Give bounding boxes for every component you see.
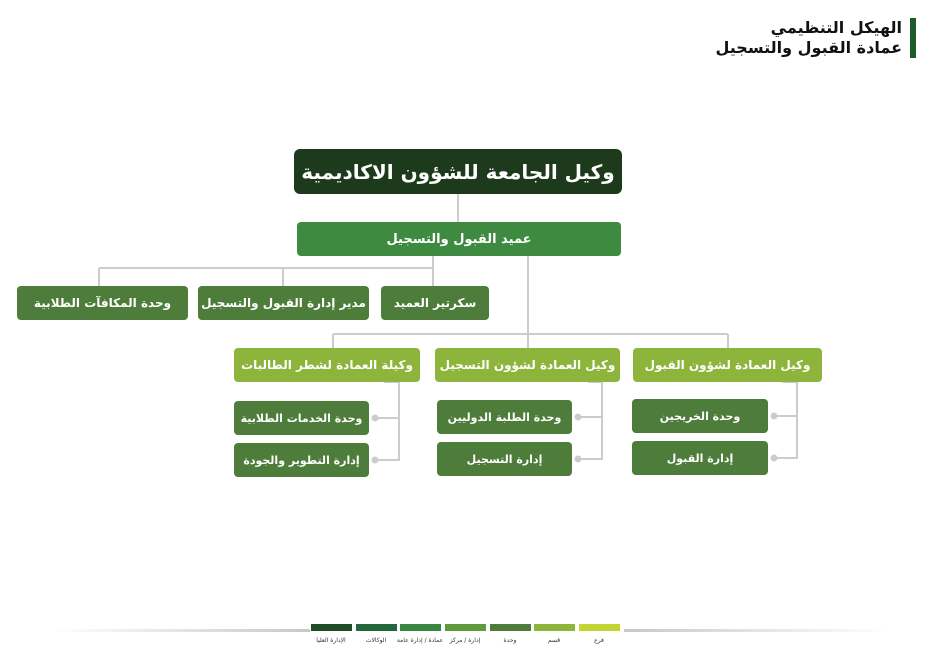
legend-label: وحدة bbox=[503, 637, 517, 644]
header-title-line2: عمادة القبول والتسجيل bbox=[715, 38, 902, 57]
connector-admission-subs bbox=[774, 382, 797, 458]
legend-label: الإدارة العليا bbox=[316, 637, 346, 644]
node-dean: عميد القبول والتسجيل bbox=[297, 222, 621, 256]
legend-swatch bbox=[534, 624, 575, 631]
node-academic-vice-rector: وكيل الجامعة للشؤون الاكاديمية bbox=[294, 149, 622, 194]
connector-dot bbox=[575, 414, 582, 421]
legend-label: إدارة / مركز bbox=[449, 637, 481, 644]
legend-swatch bbox=[400, 624, 441, 631]
node-development-quality-dept: إدارة التطوير والجودة bbox=[234, 443, 369, 477]
legend-swatch bbox=[356, 624, 397, 631]
connector-dot bbox=[771, 413, 778, 420]
node-admission-dept: إدارة القبول bbox=[632, 441, 768, 475]
node-international-students-unit: وحدة الطلبة الدوليين bbox=[437, 400, 572, 434]
legend-swatch bbox=[445, 624, 486, 631]
node-student-services-unit: وحدة الخدمات الطلابية bbox=[234, 401, 369, 435]
node-graduates-unit: وحدة الخريجين bbox=[632, 399, 768, 433]
legend-label: عمادة / إدارة عامة bbox=[396, 637, 444, 644]
connector-dot bbox=[372, 457, 379, 464]
legend-swatch bbox=[490, 624, 531, 631]
connector-female-subs bbox=[375, 382, 399, 460]
legend-line-left bbox=[52, 629, 310, 632]
node-vice-admission: وكيل العمادة لشؤون القبول bbox=[633, 348, 822, 382]
connector-dot bbox=[372, 415, 379, 422]
node-vice-registration: وكيل العمادة لشؤون التسجيل bbox=[435, 348, 620, 382]
node-rewards-unit: وحدة المكافآت الطلابية bbox=[17, 286, 188, 320]
header-title-line1: الهيكل التنظيمي bbox=[770, 18, 902, 37]
legend-swatch bbox=[579, 624, 620, 631]
legend bbox=[0, 624, 932, 654]
legend-label: فرع bbox=[594, 637, 604, 644]
node-dean-secretary: سكرتير العميد bbox=[381, 286, 489, 320]
node-registration-dept: إدارة التسجيل bbox=[437, 442, 572, 476]
connector-dot bbox=[771, 455, 778, 462]
connector-registration-subs bbox=[578, 382, 602, 459]
node-admission-manager: مدير إدارة القبول والتسجيل bbox=[198, 286, 369, 320]
legend-line-right bbox=[624, 629, 890, 632]
legend-label: الوكالات bbox=[365, 637, 387, 644]
connector-dot bbox=[575, 456, 582, 463]
node-vice-female: وكيلة العمادة لشطر الطالبات bbox=[234, 348, 420, 382]
legend-swatch bbox=[311, 624, 352, 631]
legend-label: قسم bbox=[547, 637, 561, 644]
